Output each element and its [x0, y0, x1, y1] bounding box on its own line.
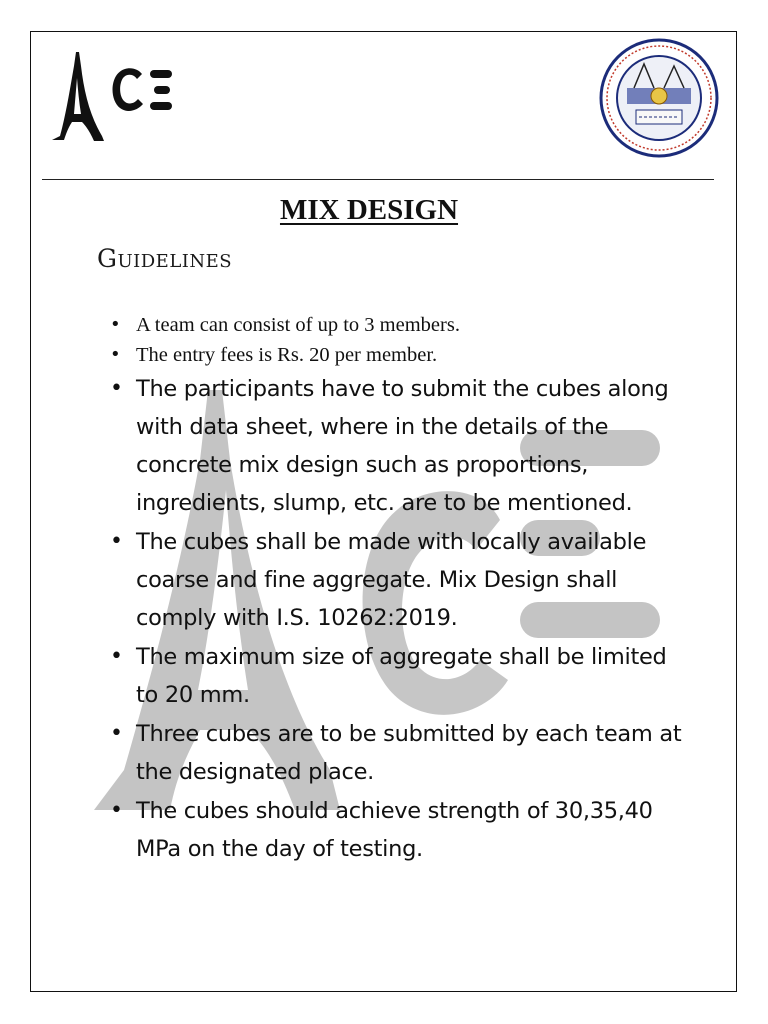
guideline-item: • A team can consist of up to 3 members. [108, 310, 688, 340]
guideline-item: • The entry fees is Rs. 20 per member. [108, 340, 688, 370]
guideline-item: • The maximum size of aggregate shall be limited to 20 mm. [108, 638, 688, 714]
header-divider [42, 179, 714, 180]
ace-logo [46, 44, 176, 148]
guidelines-list [108, 310, 688, 869]
guidelines-heading: Guidelines [97, 244, 233, 273]
guideline-item: • Three cubes are to be submitted by each team at the designated place. [108, 715, 688, 791]
guideline-item: • The participants have to submit the cubes along with data sheet, where in the details of the concrete mix design such as proportions, ingredients, slump, etc. are to be mentioned. [108, 370, 688, 522]
guideline-item: • The cubes should achieve strength of 30,35,40 MPa on the day of testing. [108, 792, 688, 868]
guideline-item: • The cubes shall be made with locally available coarse and fine aggregate. Mix Design shall comply with I.S. 10262:2019. [108, 523, 688, 637]
university-seal [592, 38, 726, 158]
page-title: MIX DESIGN [279, 194, 459, 226]
